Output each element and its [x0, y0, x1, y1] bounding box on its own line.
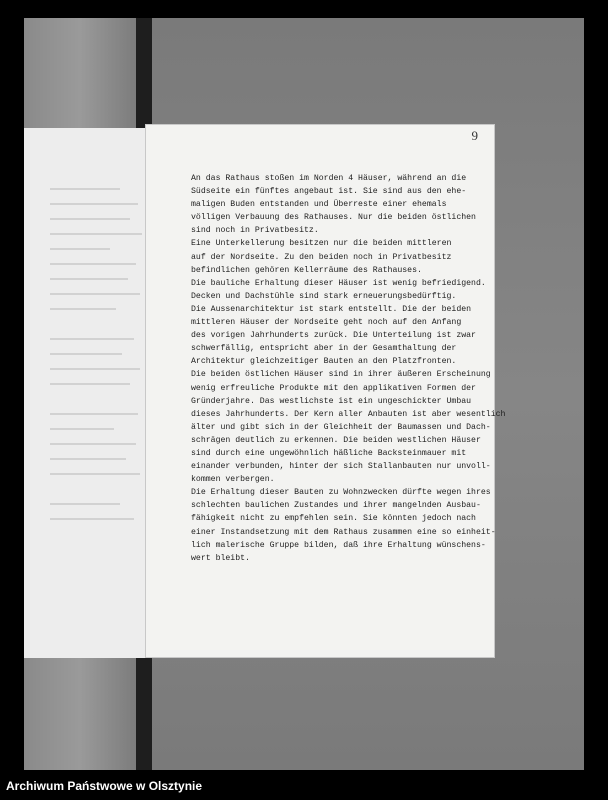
text-line: mittleren Häuser der Nordseite geht noch auf den Anfang: [191, 318, 462, 328]
text-line: des vorigen Jahrhunderts zurück. Die Unterteilung ist zwar: [191, 331, 476, 341]
text-line: Architektur gleichzeitiger Bauten an den Platzfronten.: [191, 357, 457, 367]
text-line: Decken und Dachstühle sind stark erneuerungsbedürftig.: [191, 291, 457, 301]
text-line: An das Rathaus stoßen im Norden 4 Häuser, während an die: [191, 174, 467, 183]
text-line: Südseite ein fünftes angebaut ist. Sie sind aus den ehe-: [191, 187, 467, 197]
text-line: Die Erhaltung dieser Bauten zu Wohnzwecken dürfte wegen ihres: [191, 488, 491, 498]
text-line: wert bleibt.: [191, 553, 250, 563]
archive-label: Archiwum Państwowe w Olsztynie: [6, 779, 203, 793]
text-line: sind noch in Privatbesitz.: [191, 226, 319, 236]
text-line: wenig erfreuliche Produkte mit den applikativen Formen der: [191, 383, 476, 393]
text-line: einer Instandsetzung mit dem Rathaus zusammen eine so einheit-: [191, 527, 496, 537]
previous-page-edge: [24, 128, 152, 658]
text-line: auf der Nordseite. Zu den beiden noch in Privatbesitz: [191, 252, 452, 262]
text-line: schlechten baulichen Zustandes und ihrer mangelnden Ausbau-: [191, 501, 481, 511]
microfilm-frame: [24, 18, 584, 770]
text-line: Die bauliche Erhaltung dieser Häuser ist wenig befriedigend.: [191, 278, 486, 288]
text-line: Gründerjahre. Das westlichste ist ein ungeschickter Umbau: [191, 396, 472, 406]
text-line: völligen Verbauung des Rathauses. Nur die beiden östlichen: [191, 213, 476, 223]
text-line: einander verbunden, hinter der sich Stallanbauten nur unvoll-: [191, 462, 491, 472]
text-line: kommen verbergen.: [191, 475, 275, 485]
text-line: Die Aussenarchitektur ist stark entstellt. Die der beiden: [191, 304, 472, 314]
typewritten-text: [191, 172, 506, 565]
document-page: [146, 125, 506, 657]
text-line: Eine Unterkellerung besitzen nur die beiden mittleren: [191, 239, 452, 249]
text-line: befindlichen gehören Kellerräume des Rathauses.: [191, 265, 422, 275]
text-line: lich malerische Gruppe bilden, daß ihre Erhaltung wünschens-: [191, 540, 486, 550]
text-line: dieses Jahrhunderts. Der Kern aller Anbauten ist aber wesentlich: [191, 409, 506, 419]
text-line: fähigkeit nicht zu empfehlen sein. Sie könnten jedoch nach: [191, 514, 476, 524]
text-line: schwerfällig, entspricht aber in der Gesamthaltung der: [191, 344, 457, 354]
page-number: 9: [471, 128, 478, 143]
text-line: sind durch eine ungewöhnlich häßliche Backsteinmauer mit: [191, 448, 467, 458]
text-line: älter und gibt sich in der Gleichheit der Baumassen und Dach-: [191, 422, 491, 432]
text-line: Die beiden östlichen Häuser sind in ihrer äußeren Erscheinung: [191, 370, 491, 380]
text-line: schrägen deutlich zu erkennen. Die beiden westlichen Häuser: [191, 435, 481, 445]
text-line: maligen Buden entstanden und Überreste einer ehemals: [191, 200, 447, 210]
